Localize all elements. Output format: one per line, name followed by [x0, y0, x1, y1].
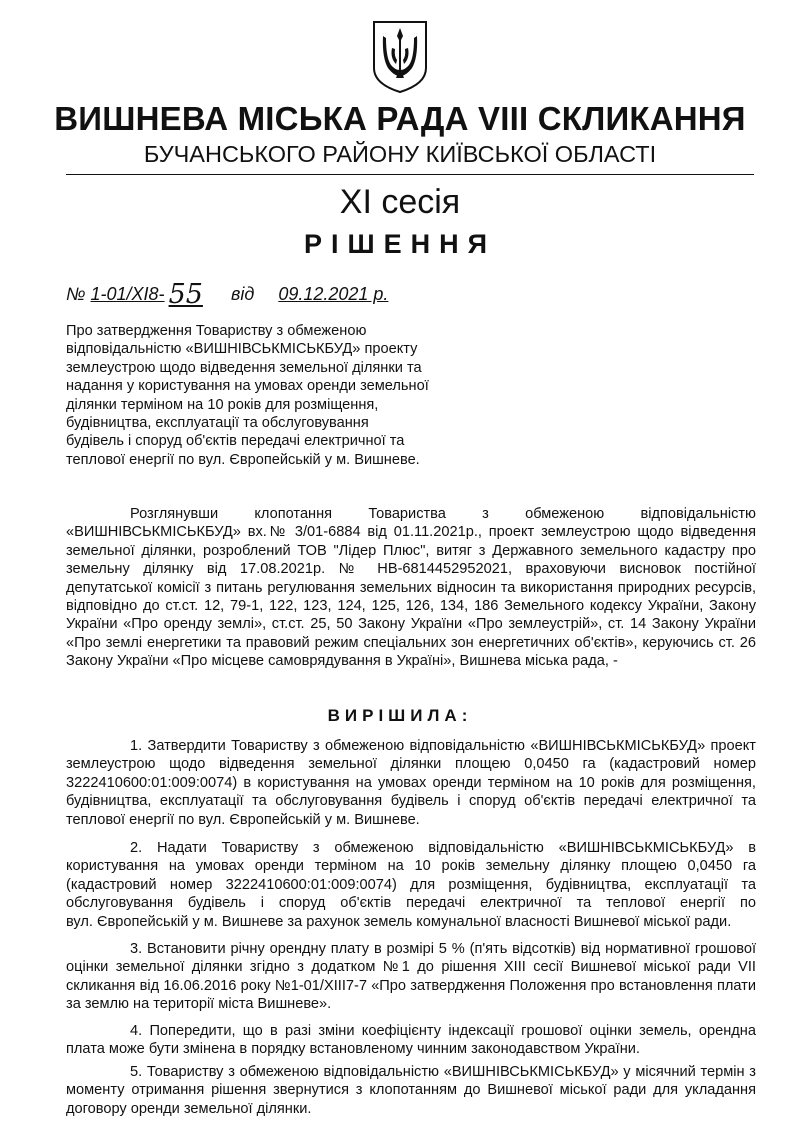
item-line: користування на умовах оренди терміном на 10 років земельну ділянку площею 0,0450 га: [66, 858, 756, 875]
item-line: 2. Надати Товариству з обмеженою відповідальністю «ВИШНІВСЬКМІСЬКБУД» в: [130, 840, 756, 856]
decision-number: 1-01/XI8-: [90, 284, 165, 304]
subject-line: надання у користування на умовах оренди земельної: [66, 378, 429, 395]
preamble: [66, 505, 756, 671]
header-divider: [66, 174, 754, 175]
item-line: 4. Попередити, що в разі зміни коефіцієнту індексації грошової оцінки земель, орендна: [130, 1023, 756, 1039]
document-type-title: РІШЕННЯ: [303, 229, 497, 259]
resolution-item-1: [66, 737, 756, 829]
item-line: вул. Європейській у м. Вишневе за рахунок земель комунальної власності Вишневої міської ради.: [66, 913, 732, 930]
item-line: обслуговування будівель і споруд об'єктів передачі електричної та теплової енергії по: [66, 895, 756, 912]
council-title: ВИШНЕВА МІСЬКА РАДА VIII СКЛИКАННЯ: [54, 100, 746, 137]
item-line: за землю на території міста Вишневе».: [66, 996, 332, 1013]
preamble-line: земельної ділянки, розроблений ТОВ "Лідер Плюс", витяг з Державного земельного кадастру про: [66, 542, 756, 559]
subject-line: теплової енергії по вул. Європейській у м. Вишневе.: [66, 451, 420, 468]
preamble-line: Закону України «Про місцеве самоврядування в Україні», Вишнева міська рада, -: [66, 653, 618, 670]
resolution-item-2: [66, 839, 756, 931]
item-line: моменту отримання рішення звернутися з клопотанням до Вишневої міської ради для укладання: [66, 1082, 756, 1099]
handwritten-number: 55: [168, 279, 203, 310]
decision-date: 09.12.2021 р.: [278, 284, 389, 304]
item-line: будівництва, експлуатації та обслуговування будівель і споруд об'єктів передачі електричної та: [66, 793, 756, 810]
decision-number-line: [66, 276, 389, 310]
number-label: №: [66, 284, 86, 304]
preamble-line: земельну ділянку від 17.08.2021р. № НВ-6814452952021, враховуючи висновок постійної: [66, 561, 756, 578]
item-line: 3. Встановити річну орендну плату в розмірі 5 % (п'ять відсотків) від нормативної грошової: [130, 941, 756, 957]
district-subtitle: БУЧАНСЬКОГО РАЙОНУ КИЇВСЬКОЇ ОБЛАСТІ: [143, 141, 657, 167]
item-line: (кадастровий номер 3222410600:01:009:0074) для розміщення, будівництва, експлуатації та: [66, 876, 756, 893]
coat-of-arms-icon: [370, 18, 430, 94]
subject-line: відповідальністю «ВИШНІВСЬКМІСЬКБУД» проекту: [66, 341, 418, 358]
decision-subject: [66, 322, 438, 469]
item-line: 5. Товариству з обмеженою відповідальністю «ВИШНІВСЬКМІСЬКБУД» у місячний термін з: [130, 1064, 756, 1080]
item-line: скликання від 16.06.2016 року №1-01/XIII7-7 «Про затвердження Положення про встановлення плати: [66, 977, 756, 994]
preamble-line: України «Про оренду землі», ст.ст. 25, 50 Закону України «Про землеустрій», ст. 14 Закону України: [66, 616, 756, 633]
session-label: XI сесія: [339, 183, 461, 221]
item-line: 3222410600:01:009:0074) в користування на умовах оренди терміном на 10 років для розміщення,: [66, 774, 756, 791]
resolution-item-4: [66, 1022, 756, 1059]
date-label: від: [230, 284, 255, 304]
resolution-item-3: [66, 940, 756, 1014]
item-line: теплової енергії по вул. Європейській у м. Вишневе.: [66, 811, 420, 828]
item-line: договору оренди земельної ділянки.: [66, 1100, 312, 1117]
subject-line: будівель і споруд об'єктів передачі електричної та: [66, 433, 405, 450]
preamble-line: депутатської комісії з питань регулювання земельних відносин та використання природних ресурсів,: [66, 579, 756, 596]
preamble-line: «Про землі енергетики та правовий режим спеціальних зон енергетичних об'єктів», керуючись ст. 26: [66, 634, 756, 651]
preamble-line: відповідно до ст.ст. 12, 79-1, 122, 123, 124, 125, 126, 134, 186 Земельного кодексу України, Закону: [66, 598, 756, 615]
item-line: оцінки земельної ділянки згідно з додатком №1 до рішення XIII сесії Вишневої міської ради VII: [66, 959, 756, 976]
resolved-heading: ВИРІШИЛА:: [327, 706, 473, 725]
subject-line: Про затвердження Товариству з обмеженою: [66, 323, 367, 339]
preamble-line: «ВИШНІВСЬКМІСЬКБУД» вх.№ 3/01-6884 від 01.11.2021р., проект землеустрою щодо відведення: [66, 524, 756, 541]
item-line: 1. Затвердити Товариству з обмеженою відповідальністю «ВИШНІВСЬКМІСЬКБУД» проект: [130, 738, 756, 754]
item-line: землеустрою щодо відведення земельної ділянки площею 0,0450 га (кадастровий номер: [66, 756, 756, 773]
item-line: плата може бути змінена в порядку встановленому чинним законодавством України.: [66, 1041, 640, 1058]
subject-line: землеустрою щодо відведення земельної ділянки та: [66, 359, 422, 376]
subject-line: ділянки терміном на 10 років для розміщення,: [66, 396, 379, 413]
subject-line: будівництва, експлуатації та обслуговування: [66, 415, 369, 432]
resolution-item-5: [66, 1063, 756, 1118]
preamble-line: Розглянувши клопотання Товариства з обмеженою відповідальністю: [130, 506, 756, 522]
